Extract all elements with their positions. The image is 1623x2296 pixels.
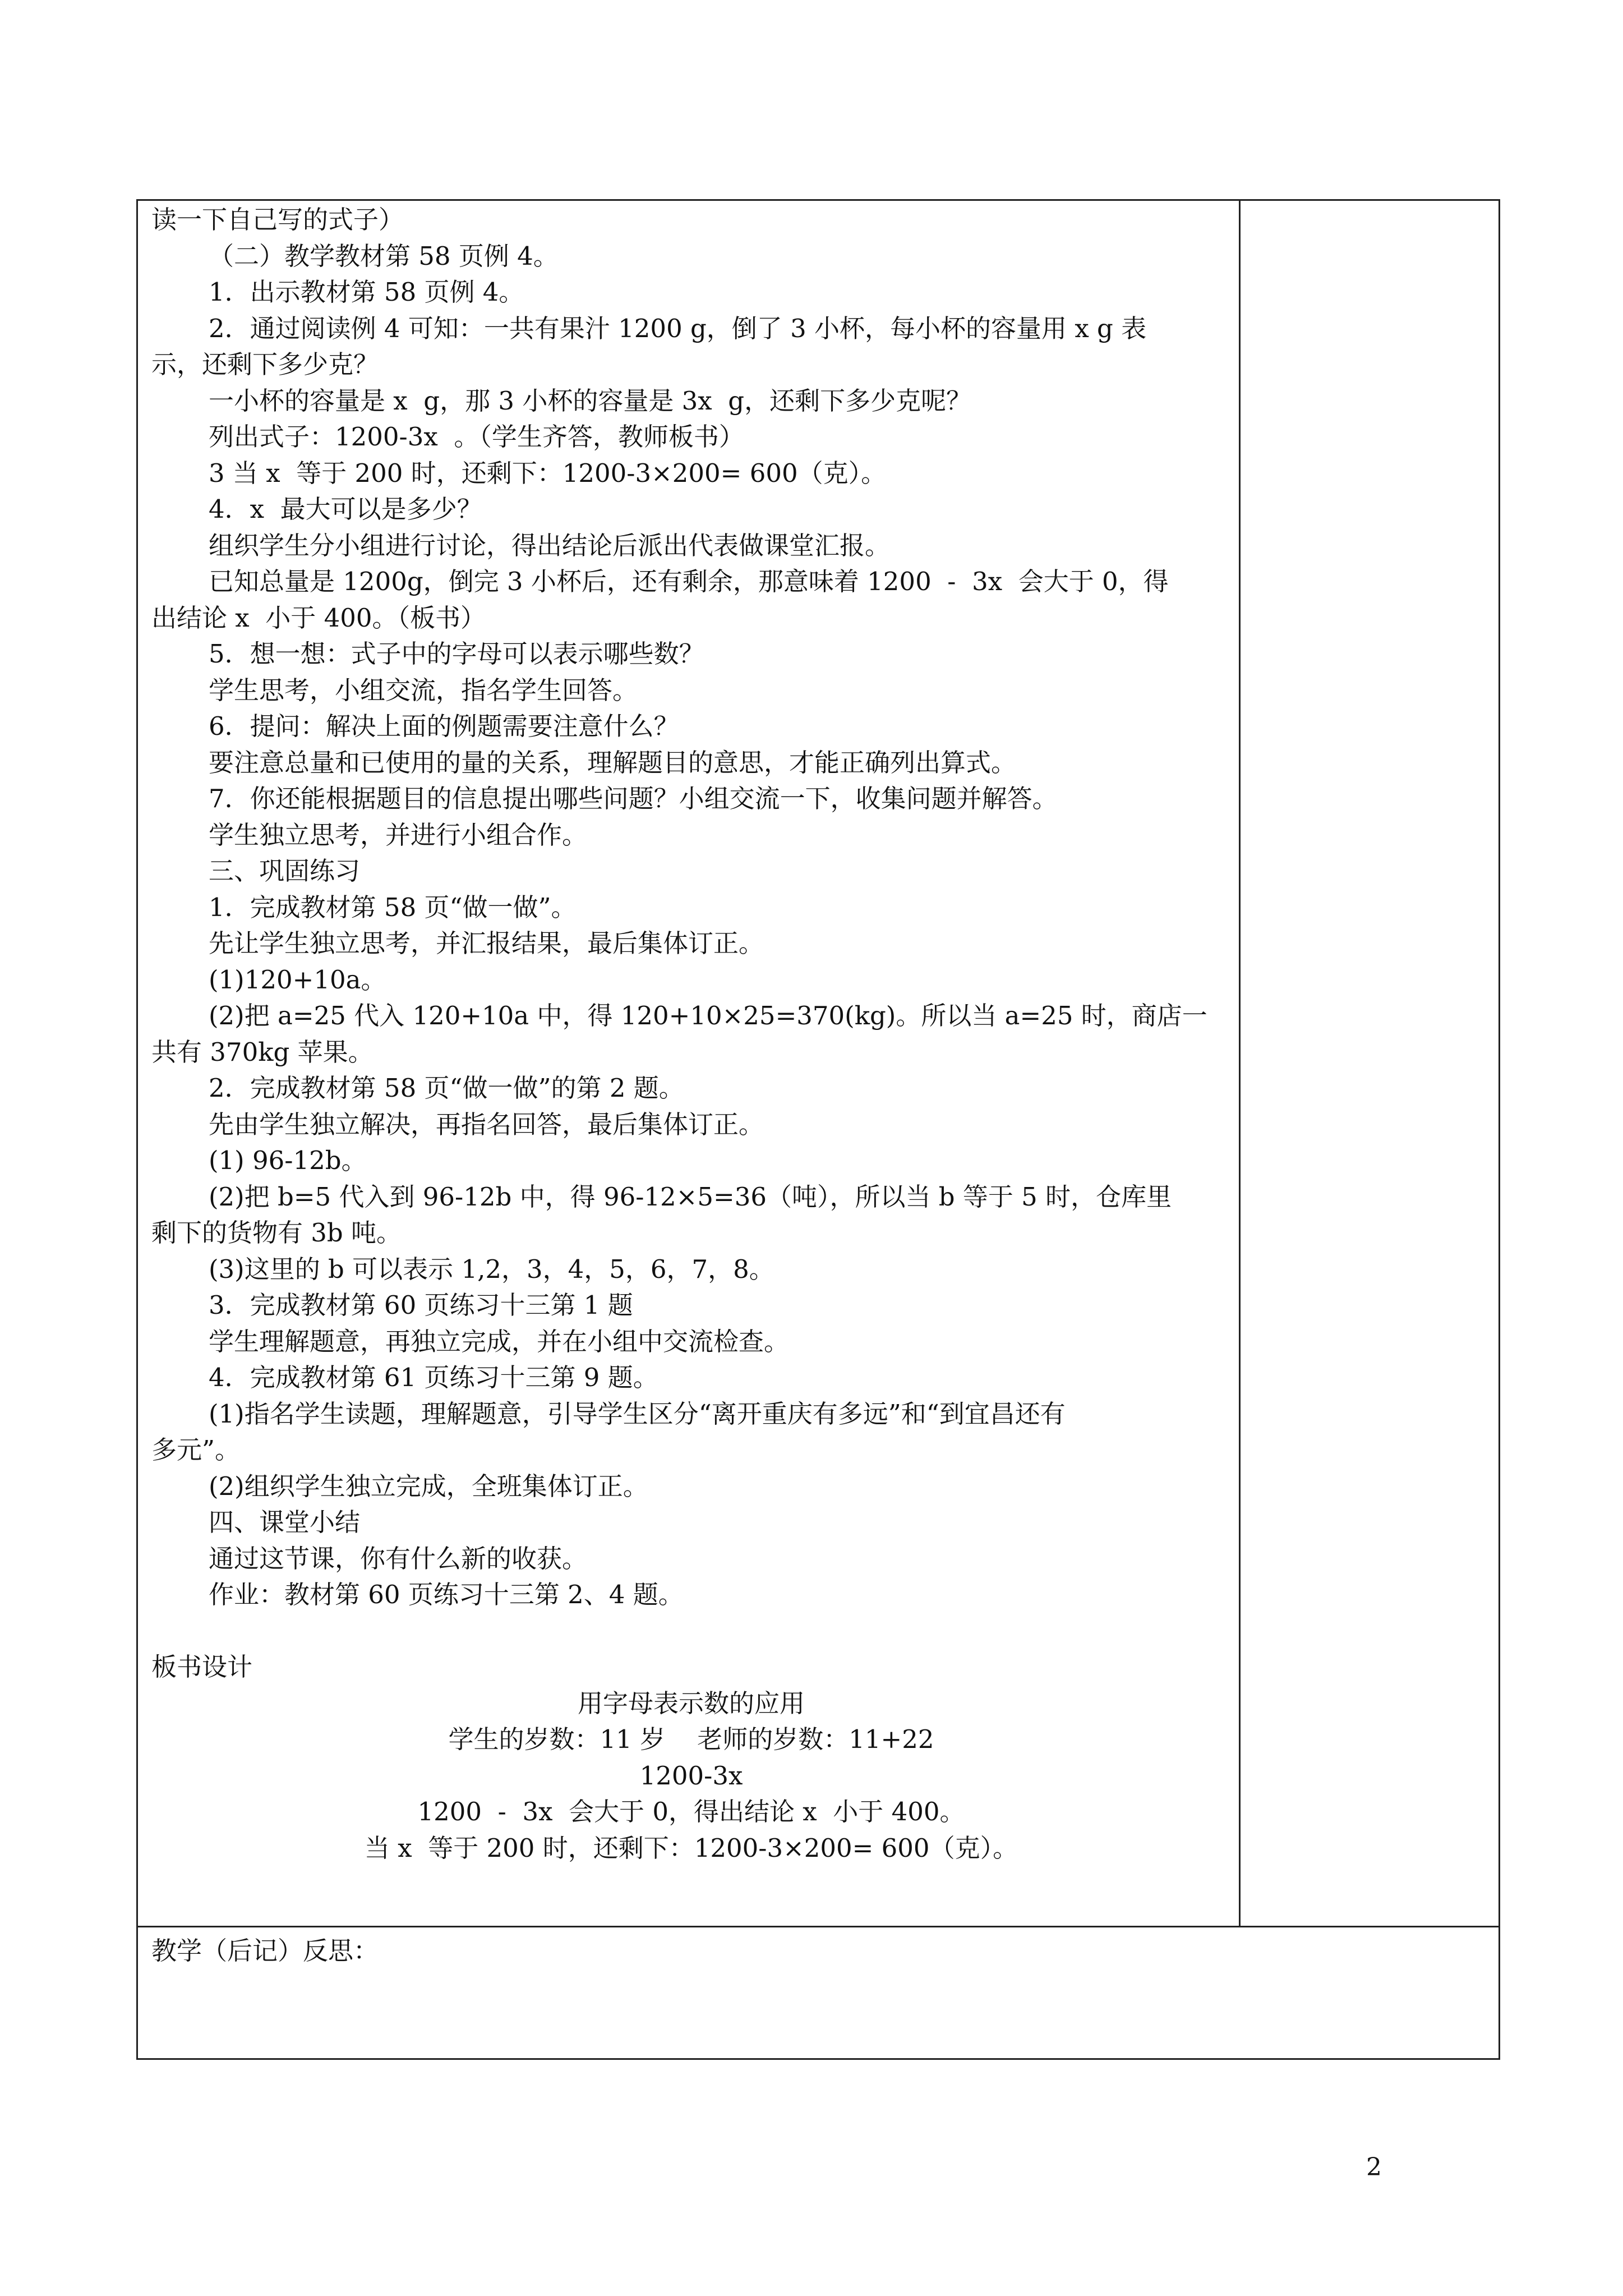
body-line: (2)组织学生独立完成，全班集体订正。 — [209, 1471, 648, 1501]
body-line: (2)把 a=25 代入 120+10a 中，得 120+10×25=370(kg)。所以当 a=25 时，商店一 — [209, 1001, 1207, 1030]
column-divider — [1239, 199, 1241, 1927]
board-line: 当 x 等于 200 时，还剩下：1200-3×200= 600（克）。 — [364, 1833, 1018, 1863]
body-line: 先让学生独立思考，并汇报结果，最后集体订正。 — [209, 928, 764, 958]
row-divider — [136, 1926, 1500, 1927]
body-line: 一小杯的容量是 x g，那 3 小杯的容量是 3x g，还剩下多少克呢？ — [209, 385, 972, 416]
body-line: 组织学生分小组进行讨论，得出结论后派出代表做课堂汇报。 — [209, 530, 891, 560]
body-line: 3．完成教材第 60 页练习十三第 1 题 — [209, 1290, 633, 1320]
body-line: 学生独立思考，并进行小组合作。 — [209, 820, 588, 850]
section-heading: 三、巩固练习 — [209, 856, 361, 886]
body-line: 共有 370kg 苹果。 — [151, 1037, 374, 1067]
body-line: 剩下的货物有 3b 吨。 — [151, 1218, 402, 1248]
board-line: 学生的岁数：11 岁 老师的岁数：11+22 — [448, 1724, 934, 1754]
body-line: 先由学生独立解决，再指名回答，最后集体订正。 — [209, 1109, 764, 1139]
board-design-heading: 板书设计 — [151, 1652, 253, 1682]
body-line: (1)指名学生读题，理解题意，引导学生区分“离开重庆有多远”和“到宜昌还有 — [209, 1398, 1066, 1429]
body-line: 2．通过阅读例 4 可知：一共有果汁 1200 g，倒了 3 小杯，每小杯的容量用 x g 表 — [209, 313, 1147, 343]
body-line: 学生思考，小组交流，指名学生回答。 — [209, 675, 638, 705]
body-line: 读一下自己写的式子） — [151, 205, 404, 234]
body-line: 通过这节课，你有什么新的收获。 — [209, 1543, 588, 1573]
body-line: 4．x 最大可以是多少？ — [209, 494, 482, 524]
body-line: 要注意总量和已使用的量的关系，理解题目的意思，才能正确列出算式。 — [209, 747, 1017, 777]
body-line: （二）教学教材第 58 页例 4。 — [209, 241, 559, 271]
body-line: 1．出示教材第 58 页例 4。 — [209, 277, 524, 307]
body-line: (2)把 b=5 代入到 96-12b 中，得 96-12×5=36（吨），所以当 b 等于 5 时，仓库里 — [209, 1181, 1172, 1212]
body-line: 1．完成教材第 58 页“做一做”。 — [209, 892, 577, 922]
body-line: 7．你还能根据题目的信息提出哪些问题？小组交流一下，收集问题并解答。 — [209, 784, 1058, 813]
body-line: 4．完成教材第 61 页练习十三第 9 题。 — [209, 1363, 658, 1392]
body-line: (1) 96-12b。 — [209, 1145, 367, 1175]
body-line: (1)120+10a。 — [209, 964, 386, 995]
page-number: 2 — [1366, 2153, 1382, 2182]
board-line: 1200 - 3x 会大于 0，得出结论 x 小于 400。 — [417, 1797, 965, 1826]
board-title: 用字母表示数的应用 — [577, 1688, 805, 1718]
body-line: 出结论 x 小于 400。（板书） — [151, 602, 486, 633]
body-line: 6．提问：解决上面的例题需要注意什么？ — [209, 711, 679, 741]
body-line: 2．完成教材第 58 页“做一做”的第 2 题。 — [209, 1073, 684, 1103]
body-line: 作业：教材第 60 页练习十三第 2、4 题。 — [209, 1580, 684, 1609]
reflection-label: 教学（后记）反思： — [151, 1936, 379, 1966]
body-line: 5．想一想：式子中的字母可以表示哪些数？ — [209, 639, 704, 669]
spacer — [151, 1613, 1231, 1650]
body-line: 3 当 x 等于 200 时，还剩下：1200-3×200= 600（克）。 — [209, 458, 887, 488]
body-line: 示，还剩下多少克？ — [151, 349, 379, 379]
body-line: (3)这里的 b 可以表示 1,2，3，4，5，6，7，8。 — [209, 1254, 774, 1284]
body-line: 多元”。 — [151, 1435, 241, 1465]
body-line: 学生理解题意，再独立完成，并在小组中交流检查。 — [209, 1326, 790, 1356]
board-line: 1200-3x — [639, 1760, 743, 1791]
section-heading: 四、课堂小结 — [209, 1507, 361, 1537]
lesson-content-cell — [151, 202, 1231, 1866]
body-line: 已知总量是 1200g，倒完 3 小杯后，还有剩余，那意味着 1200 - 3x 会大于 0，得 — [209, 567, 1169, 596]
body-line: 列出式子：1200-3x 。（学生齐答，教师板书） — [209, 422, 744, 452]
